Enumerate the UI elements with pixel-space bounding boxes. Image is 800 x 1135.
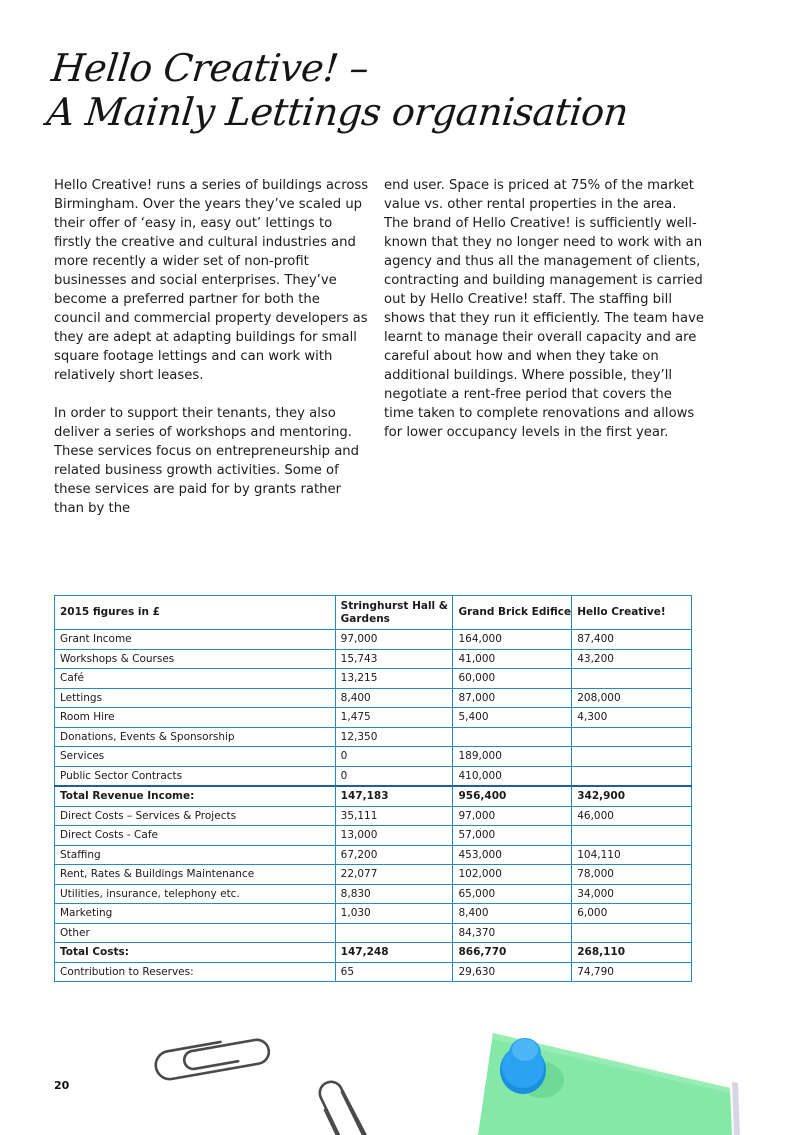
cell-value: 164,000: [453, 630, 572, 650]
header-cell-stringhurst: Stringhurst Hall & Gardens: [335, 596, 453, 630]
table-row: [55, 688, 692, 708]
row-label: Café: [55, 669, 336, 689]
row-label: Total Revenue Income:: [55, 786, 336, 806]
cell-value: 147,183: [335, 786, 453, 806]
total-revenue-row: [55, 786, 692, 806]
cell-value: 1,475: [335, 708, 453, 728]
cell-value: 342,900: [572, 786, 692, 806]
cell-value: [335, 923, 453, 943]
cell-value: 8,830: [335, 884, 453, 904]
row-label: Donations, Events & Sponsorship: [55, 727, 336, 747]
row-label: Total Costs:: [55, 943, 336, 963]
cell-value: 87,000: [453, 688, 572, 708]
cell-value: 410,000: [453, 766, 572, 786]
row-label: Lettings: [55, 688, 336, 708]
cell-value: 956,400: [453, 786, 572, 806]
page-title-line-2: A Mainly Lettings organisation: [44, 90, 631, 134]
page-title-line-1: Hello Creative! –: [49, 46, 371, 90]
row-label: Public Sector Contracts: [55, 766, 336, 786]
cell-value: 208,000: [572, 688, 692, 708]
cell-value: 60,000: [453, 669, 572, 689]
cell-value: 5,400: [453, 708, 572, 728]
cell-value: [572, 669, 692, 689]
cell-value: 12,350: [335, 727, 453, 747]
row-label: Grant Income: [55, 630, 336, 650]
header-cell-label: 2015 figures in £: [55, 596, 336, 630]
cell-value: 35,111: [335, 806, 453, 826]
sticky-note-icon: [470, 1025, 760, 1135]
table-row: [55, 904, 692, 924]
table-row: [55, 865, 692, 885]
cell-value: [453, 727, 572, 747]
cell-value: 74,790: [572, 962, 692, 982]
cell-value: 0: [335, 747, 453, 767]
table-row: [55, 727, 692, 747]
cell-value: 97,000: [335, 630, 453, 650]
table-row: [55, 669, 692, 689]
reserves-row: [55, 962, 692, 982]
paragraph: In order to support their tenants, they also deliver a series of workshops and mentoring. These services focus on entrepreneurship and related business growth activities. Some of these services are paid for by grants rather than by the: [54, 406, 360, 516]
total-costs-row: [55, 943, 692, 963]
cell-value: [572, 826, 692, 846]
table-row: [55, 884, 692, 904]
row-label: Room Hire: [55, 708, 336, 728]
row-label: Rent, Rates & Buildings Maintenance: [55, 865, 336, 885]
table-row: [55, 649, 692, 669]
row-label: Services: [55, 747, 336, 767]
cell-value: 41,000: [453, 649, 572, 669]
row-label: Utilities, insurance, telephony etc.: [55, 884, 336, 904]
cell-value: 8,400: [453, 904, 572, 924]
cell-value: 29,630: [453, 962, 572, 982]
cell-value: [572, 766, 692, 786]
cell-value: 43,200: [572, 649, 692, 669]
cell-value: 147,248: [335, 943, 453, 963]
financial-figures-table: [54, 595, 692, 982]
cell-value: [572, 923, 692, 943]
cell-value: 102,000: [453, 865, 572, 885]
cell-value: 0: [335, 766, 453, 786]
table-row: [55, 747, 692, 767]
paragraph: end user. Space is priced at 75% of the market value vs. other rental properties in the area. The brand of Hello Creative! is sufficiently well-known that they no longer need to work with an agency and thus all the management of clients, contracting and building management is carried out by Hello Creative! staff. The staffing bill shows that they run it efficiently. The team have learnt to manage their overall capacity and are careful about how and when they take on additional buildings. Where possible, they’ll negotiate a rent-free period that covers the time taken to complete renovations and allows for lower occupancy levels in the first year.: [384, 178, 704, 440]
row-label: Staffing: [55, 845, 336, 865]
cell-value: 104,110: [572, 845, 692, 865]
cell-value: 46,000: [572, 806, 692, 826]
cell-value: 189,000: [453, 747, 572, 767]
cell-value: 22,077: [335, 865, 453, 885]
cell-value: 453,000: [453, 845, 572, 865]
table-row: [55, 630, 692, 650]
paperclip-icon: [145, 1030, 275, 1085]
table-row: [55, 923, 692, 943]
cell-value: 1,030: [335, 904, 453, 924]
table-row: [55, 845, 692, 865]
cell-value: 6,000: [572, 904, 692, 924]
cell-value: [572, 727, 692, 747]
cell-value: 57,000: [453, 826, 572, 846]
table-row: [55, 708, 692, 728]
cell-value: 97,000: [453, 806, 572, 826]
cell-value: 15,743: [335, 649, 453, 669]
cell-value: 8,400: [335, 688, 453, 708]
row-label: Workshops & Courses: [55, 649, 336, 669]
cell-value: 78,000: [572, 865, 692, 885]
cell-value: [572, 747, 692, 767]
header-cell-grand-brick: Grand Brick Edifice: [453, 596, 572, 630]
cell-value: 13,215: [335, 669, 453, 689]
table-row: [55, 806, 692, 826]
table-header-row: [55, 596, 692, 630]
table-row: [55, 826, 692, 846]
cell-value: 87,400: [572, 630, 692, 650]
cell-value: 866,770: [453, 943, 572, 963]
page-number: 20: [54, 1079, 70, 1092]
paperclip-icon: [315, 1068, 375, 1135]
cell-value: 268,110: [572, 943, 692, 963]
cell-value: 65: [335, 962, 453, 982]
cell-value: 65,000: [453, 884, 572, 904]
cell-value: 67,200: [335, 845, 453, 865]
page-title: [45, 46, 635, 134]
header-cell-hello-creative: Hello Creative!: [572, 596, 692, 630]
body-column-right: [384, 176, 704, 461]
paragraph: Hello Creative! runs a series of buildings across Birmingham. Over the years they’ve scaled up their offer of ‘easy in, easy out’ lettings to firstly the creative and cultural industries and more recently a wider set of non-profit businesses and social enterprises. They’ve become a preferred partner for both the council and commercial property developers as they are adept at adapting buildings for small square footage lettings and can work with relatively short leases.: [54, 178, 369, 383]
cell-value: 4,300: [572, 708, 692, 728]
row-label: Other: [55, 923, 336, 943]
body-column-left: [54, 176, 369, 537]
cell-value: 13,000: [335, 826, 453, 846]
row-label: Direct Costs – Services & Projects: [55, 806, 336, 826]
cell-value: 84,370: [453, 923, 572, 943]
cell-value: 34,000: [572, 884, 692, 904]
table-row: [55, 766, 692, 786]
row-label: Contribution to Reserves:: [55, 962, 336, 982]
row-label: Marketing: [55, 904, 336, 924]
row-label: Direct Costs - Cafe: [55, 826, 336, 846]
